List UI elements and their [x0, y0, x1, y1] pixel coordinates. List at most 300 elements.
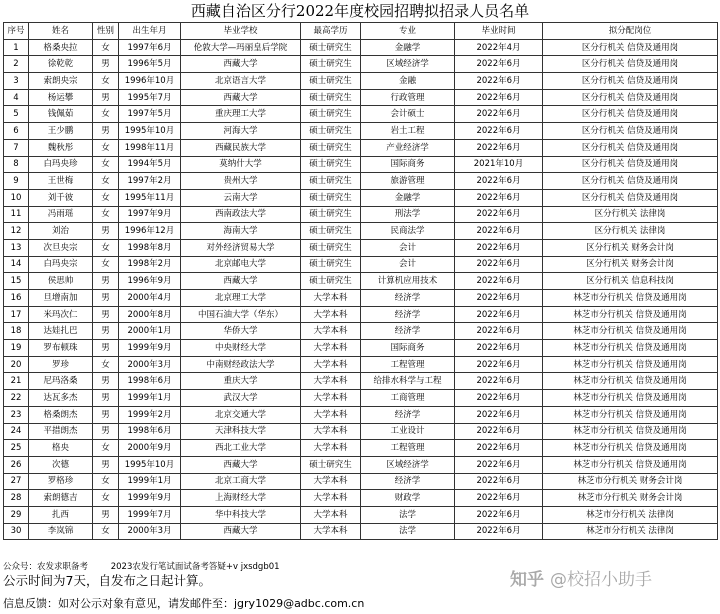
cell-graduation: 2022年6月	[455, 73, 543, 90]
cell-post: 区分行机关 信贷及通用岗	[543, 189, 718, 206]
cell-school: 云南大学	[181, 189, 301, 206]
cell-name: 王世梅	[29, 173, 93, 190]
watermark-handle: @校招小助手	[550, 570, 652, 590]
cell-school: 西南政法大学	[181, 206, 301, 223]
header-school: 毕业学校	[181, 23, 301, 40]
cell-degree: 硕士研究生	[301, 56, 361, 73]
cell-gender: 女	[93, 490, 119, 507]
cell-degree: 大学本科	[301, 390, 361, 407]
cell-name: 罗格珍	[29, 473, 93, 490]
header-birth: 出生年月	[119, 23, 181, 40]
cell-birth: 1998年6月	[119, 423, 181, 440]
cell-index: 14	[4, 256, 29, 273]
cell-post: 区分行机关 信息科技岗	[543, 273, 718, 290]
cell-graduation: 2022年6月	[455, 189, 543, 206]
table-row	[4, 306, 718, 323]
cell-index: 8	[4, 156, 29, 173]
cell-index: 15	[4, 273, 29, 290]
cell-degree: 硕士研究生	[301, 89, 361, 106]
cell-index: 3	[4, 73, 29, 90]
cell-gender: 女	[93, 139, 119, 156]
cell-post: 区分行机关 信贷及通用岗	[543, 89, 718, 106]
table-row	[4, 406, 718, 423]
group-note: 2023农发行笔试面试备考答疑+v jxsdgb01	[110, 562, 280, 572]
cell-graduation: 2022年6月	[455, 206, 543, 223]
header-post: 拟分配岗位	[543, 23, 718, 40]
cell-major: 金融学	[361, 39, 455, 56]
cell-degree: 大学本科	[301, 356, 361, 373]
cell-major: 国际商务	[361, 156, 455, 173]
cell-degree: 硕士研究生	[301, 73, 361, 90]
table-row	[4, 323, 718, 340]
cell-name: 徐乾乾	[29, 56, 93, 73]
table-row	[4, 206, 718, 223]
cell-post: 林芝市分行机关 财务会计岗	[543, 473, 718, 490]
cell-birth: 1998年8月	[119, 239, 181, 256]
cell-gender: 女	[93, 356, 119, 373]
promo-note	[3, 562, 563, 572]
cell-major: 法学	[361, 523, 455, 540]
header-graduation: 毕业时间	[455, 23, 543, 40]
cell-name: 尼玛洛桑	[29, 373, 93, 390]
cell-gender: 男	[93, 340, 119, 357]
cell-major: 区域经济学	[361, 456, 455, 473]
cell-degree: 硕士研究生	[301, 189, 361, 206]
cell-name: 次德	[29, 456, 93, 473]
cell-name: 刘治	[29, 223, 93, 240]
cell-birth: 1995年10月	[119, 123, 181, 140]
cell-graduation: 2022年6月	[455, 306, 543, 323]
cell-gender: 女	[93, 73, 119, 90]
cell-gender: 男	[93, 273, 119, 290]
cell-index: 26	[4, 456, 29, 473]
cell-post: 林芝市分行机关 信贷及通用岗	[543, 340, 718, 357]
cell-gender: 女	[93, 206, 119, 223]
cell-birth: 1999年9月	[119, 490, 181, 507]
cell-graduation: 2022年6月	[455, 423, 543, 440]
cell-post: 林芝市分行机关 信贷及通用岗	[543, 440, 718, 457]
table-row	[4, 139, 718, 156]
cell-post: 林芝市分行机关 信贷及通用岗	[543, 290, 718, 307]
cell-birth: 1999年1月	[119, 390, 181, 407]
cell-post: 区分行机关 信贷及通用岗	[543, 56, 718, 73]
cell-name: 白玛央珍	[29, 156, 93, 173]
cell-name: 索朗德吉	[29, 490, 93, 507]
cell-gender: 男	[93, 290, 119, 307]
cell-major: 给排水科学与工程	[361, 373, 455, 390]
cell-major: 计算机应用技术	[361, 273, 455, 290]
zhihu-logo: 知乎	[510, 570, 544, 590]
cell-major: 工业设计	[361, 423, 455, 440]
cell-birth: 2000年4月	[119, 290, 181, 307]
cell-graduation: 2022年6月	[455, 56, 543, 73]
cell-major: 国际商务	[361, 340, 455, 357]
cell-name: 罗珍	[29, 356, 93, 373]
cell-major: 民商法学	[361, 223, 455, 240]
table-row	[4, 56, 718, 73]
cell-name: 旦增南加	[29, 290, 93, 307]
cell-index: 9	[4, 173, 29, 190]
cell-degree: 大学本科	[301, 423, 361, 440]
cell-gender: 男	[93, 223, 119, 240]
cell-gender: 男	[93, 56, 119, 73]
cell-major: 旅游管理	[361, 173, 455, 190]
cell-school: 西北工业大学	[181, 440, 301, 457]
cell-birth: 1995年7月	[119, 89, 181, 106]
cell-name: 李岚锦	[29, 523, 93, 540]
cell-graduation: 2022年6月	[455, 223, 543, 240]
cell-major: 工商管理	[361, 390, 455, 407]
cell-post: 林芝市分行机关 法律岗	[543, 523, 718, 540]
cell-graduation: 2022年6月	[455, 239, 543, 256]
cell-gender: 男	[93, 506, 119, 523]
cell-post: 林芝市分行机关 信贷及通用岗	[543, 390, 718, 407]
cell-post: 林芝市分行机关 信贷及通用岗	[543, 373, 718, 390]
cell-index: 10	[4, 189, 29, 206]
watermark	[510, 568, 652, 592]
cell-school: 西藏大学	[181, 523, 301, 540]
cell-birth: 1997年5月	[119, 106, 181, 123]
cell-name: 魏秋彤	[29, 139, 93, 156]
cell-major: 刑法学	[361, 206, 455, 223]
cell-post: 区分行机关 信贷及通用岗	[543, 139, 718, 156]
cell-school: 天津科技大学	[181, 423, 301, 440]
cell-graduation: 2022年4月	[455, 39, 543, 56]
cell-index: 27	[4, 473, 29, 490]
cell-major: 经济学	[361, 306, 455, 323]
cell-gender: 女	[93, 39, 119, 56]
cell-index: 20	[4, 356, 29, 373]
cell-gender: 女	[93, 173, 119, 190]
cell-post: 林芝市分行机关 信贷及通用岗	[543, 406, 718, 423]
cell-name: 扎西	[29, 506, 93, 523]
cell-post: 林芝市分行机关 信贷及通用岗	[543, 356, 718, 373]
cell-name: 达瓦多杰	[29, 390, 93, 407]
cell-graduation: 2022年6月	[455, 106, 543, 123]
table-row	[4, 440, 718, 457]
table-row	[4, 173, 718, 190]
cell-name: 次旦央宗	[29, 239, 93, 256]
cell-major: 会计硕士	[361, 106, 455, 123]
header-name: 姓名	[29, 23, 93, 40]
cell-major: 会计	[361, 239, 455, 256]
cell-school: 北京工商大学	[181, 473, 301, 490]
cell-school: 中国石油大学（华东）	[181, 306, 301, 323]
table-row	[4, 456, 718, 473]
cell-major: 产业经济学	[361, 139, 455, 156]
cell-birth: 1999年1月	[119, 473, 181, 490]
cell-major: 工程管理	[361, 440, 455, 457]
cell-index: 28	[4, 490, 29, 507]
table-row	[4, 290, 718, 307]
cell-post: 区分行机关 信贷及通用岗	[543, 73, 718, 90]
cell-index: 4	[4, 89, 29, 106]
cell-school: 河海大学	[181, 123, 301, 140]
cell-index: 7	[4, 139, 29, 156]
cell-birth: 1996年10月	[119, 73, 181, 90]
cell-birth: 1999年2月	[119, 406, 181, 423]
cell-post: 区分行机关 信贷及通用岗	[543, 156, 718, 173]
cell-school: 中央财经大学	[181, 340, 301, 357]
cell-gender: 女	[93, 156, 119, 173]
cell-name: 格桑央拉	[29, 39, 93, 56]
cell-index: 1	[4, 39, 29, 56]
cell-major: 法学	[361, 506, 455, 523]
table-row	[4, 356, 718, 373]
cell-degree: 大学本科	[301, 373, 361, 390]
cell-post: 林芝市分行机关 财务会计岗	[543, 490, 718, 507]
cell-school: 重庆理工大学	[181, 106, 301, 123]
cell-birth: 1997年2月	[119, 173, 181, 190]
cell-post: 区分行机关 信贷及通用岗	[543, 106, 718, 123]
cell-name: 王少鹏	[29, 123, 93, 140]
cell-name: 侯思帅	[29, 273, 93, 290]
cell-index: 22	[4, 390, 29, 407]
cell-birth: 2000年1月	[119, 323, 181, 340]
cell-name: 杨运攀	[29, 89, 93, 106]
cell-index: 2	[4, 56, 29, 73]
cell-index: 18	[4, 323, 29, 340]
table-row	[4, 39, 718, 56]
cell-degree: 大学本科	[301, 323, 361, 340]
cell-degree: 硕士研究生	[301, 156, 361, 173]
cell-gender: 男	[93, 123, 119, 140]
cell-school: 上海财经大学	[181, 490, 301, 507]
cell-index: 6	[4, 123, 29, 140]
cell-school: 西藏民族大学	[181, 139, 301, 156]
cell-gender: 男	[93, 89, 119, 106]
cell-name: 格央	[29, 440, 93, 457]
cell-birth: 1997年6月	[119, 39, 181, 56]
cell-degree: 硕士研究生	[301, 39, 361, 56]
cell-index: 24	[4, 423, 29, 440]
cell-index: 19	[4, 340, 29, 357]
cell-graduation: 2022年6月	[455, 440, 543, 457]
cell-post: 区分行机关 法律岗	[543, 223, 718, 240]
cell-post: 区分行机关 信贷及通用岗	[543, 39, 718, 56]
cell-post: 区分行机关 财务会计岗	[543, 256, 718, 273]
recruitment-table	[3, 22, 718, 540]
cell-name: 索朗央宗	[29, 73, 93, 90]
cell-major: 财政学	[361, 490, 455, 507]
feedback-line: 信息反馈：如对公示对象有意见，请发邮件至：jgry1029@adbc.com.cn	[3, 597, 365, 610]
cell-birth: 1999年9月	[119, 340, 181, 357]
cell-degree: 硕士研究生	[301, 123, 361, 140]
cell-degree: 大学本科	[301, 490, 361, 507]
table-row	[4, 506, 718, 523]
cell-gender: 女	[93, 523, 119, 540]
cell-index: 25	[4, 440, 29, 457]
cell-school: 伦敦大学—玛丽皇后学院	[181, 39, 301, 56]
header-major: 专业	[361, 23, 455, 40]
table-row	[4, 490, 718, 507]
cell-name: 钱佩茹	[29, 106, 93, 123]
cell-graduation: 2022年6月	[455, 89, 543, 106]
cell-graduation: 2022年6月	[455, 490, 543, 507]
cell-school: 北京理工大学	[181, 290, 301, 307]
cell-major: 工程管理	[361, 356, 455, 373]
cell-degree: 硕士研究生	[301, 239, 361, 256]
cell-school: 西藏大学	[181, 273, 301, 290]
cell-degree: 大学本科	[301, 290, 361, 307]
cell-index: 11	[4, 206, 29, 223]
cell-school: 对外经济贸易大学	[181, 239, 301, 256]
cell-degree: 硕士研究生	[301, 273, 361, 290]
cell-post: 区分行机关 信贷及通用岗	[543, 173, 718, 190]
cell-degree: 大学本科	[301, 340, 361, 357]
cell-gender: 男	[93, 406, 119, 423]
cell-graduation: 2022年6月	[455, 323, 543, 340]
table-row	[4, 373, 718, 390]
table-row	[4, 340, 718, 357]
cell-graduation: 2022年6月	[455, 273, 543, 290]
cell-index: 23	[4, 406, 29, 423]
cell-birth: 1996年9月	[119, 273, 181, 290]
cell-birth: 1997年9月	[119, 206, 181, 223]
table-row	[4, 156, 718, 173]
table-row	[4, 189, 718, 206]
cell-post: 区分行机关 信贷及通用岗	[543, 123, 718, 140]
cell-major: 行政管理	[361, 89, 455, 106]
cell-birth: 1994年5月	[119, 156, 181, 173]
cell-birth: 1998年11月	[119, 139, 181, 156]
cell-degree: 硕士研究生	[301, 173, 361, 190]
cell-birth: 1998年6月	[119, 373, 181, 390]
cell-school: 莫纳什大学	[181, 156, 301, 173]
table-row	[4, 473, 718, 490]
cell-school: 西藏大学	[181, 456, 301, 473]
cell-index: 30	[4, 523, 29, 540]
cell-name: 格桑朗杰	[29, 406, 93, 423]
page-title: 西藏自治区分行2022年度校园招聘拟招录人员名单	[190, 2, 530, 20]
table-row	[4, 423, 718, 440]
cell-gender: 男	[93, 323, 119, 340]
public-account-note: 公众号：农发求职备考	[3, 562, 89, 572]
cell-name: 刘千彼	[29, 189, 93, 206]
cell-graduation: 2022年6月	[455, 356, 543, 373]
cell-birth: 2000年8月	[119, 306, 181, 323]
cell-school: 重庆大学	[181, 373, 301, 390]
cell-graduation: 2021年10月	[455, 156, 543, 173]
cell-gender: 男	[93, 306, 119, 323]
table-row	[4, 89, 718, 106]
cell-name: 冯雨瑶	[29, 206, 93, 223]
cell-major: 经济学	[361, 406, 455, 423]
table-row	[4, 256, 718, 273]
cell-gender: 男	[93, 390, 119, 407]
table-header-row	[4, 23, 718, 40]
cell-gender: 男	[93, 456, 119, 473]
cell-school: 北京邮电大学	[181, 256, 301, 273]
cell-school: 西藏大学	[181, 89, 301, 106]
cell-gender: 女	[93, 440, 119, 457]
header-gender: 性别	[93, 23, 119, 40]
cell-school: 北京语言大学	[181, 73, 301, 90]
header-index: 序号	[4, 23, 29, 40]
cell-birth: 1996年5月	[119, 56, 181, 73]
cell-degree: 大学本科	[301, 473, 361, 490]
publicity-period: 公示时间为7天，自发布之日起计算。	[3, 573, 211, 588]
cell-index: 29	[4, 506, 29, 523]
cell-major: 经济学	[361, 290, 455, 307]
table-row	[4, 223, 718, 240]
cell-index: 17	[4, 306, 29, 323]
cell-birth: 2000年9月	[119, 440, 181, 457]
cell-index: 16	[4, 290, 29, 307]
cell-name: 白玛央宗	[29, 256, 93, 273]
cell-post: 林芝市分行机关 法律岗	[543, 506, 718, 523]
cell-graduation: 2022年6月	[455, 290, 543, 307]
cell-major: 岩土工程	[361, 123, 455, 140]
cell-graduation: 2022年6月	[455, 523, 543, 540]
cell-major: 经济学	[361, 323, 455, 340]
cell-birth: 1998年2月	[119, 256, 181, 273]
table-row	[4, 273, 718, 290]
table-row	[4, 106, 718, 123]
cell-degree: 大学本科	[301, 306, 361, 323]
cell-post: 林芝市分行机关 信贷及通用岗	[543, 323, 718, 340]
cell-graduation: 2022年6月	[455, 456, 543, 473]
cell-birth: 2000年3月	[119, 523, 181, 540]
table-body	[4, 39, 718, 540]
cell-degree: 大学本科	[301, 523, 361, 540]
cell-graduation: 2022年6月	[455, 123, 543, 140]
cell-index: 13	[4, 239, 29, 256]
cell-school: 北京交通大学	[181, 406, 301, 423]
cell-post: 林芝市分行机关 信贷及通用岗	[543, 306, 718, 323]
table-row	[4, 123, 718, 140]
cell-birth: 2000年3月	[119, 356, 181, 373]
cell-school: 中南财经政法大学	[181, 356, 301, 373]
cell-major: 经济学	[361, 473, 455, 490]
cell-gender: 男	[93, 373, 119, 390]
cell-gender: 女	[93, 256, 119, 273]
cell-post: 林芝市分行机关 信贷及通用岗	[543, 456, 718, 473]
table-row	[4, 523, 718, 540]
cell-graduation: 2022年6月	[455, 473, 543, 490]
cell-gender: 女	[93, 106, 119, 123]
cell-school: 华侨大学	[181, 323, 301, 340]
cell-birth: 1995年10月	[119, 456, 181, 473]
cell-degree: 硕士研究生	[301, 256, 361, 273]
cell-major: 金融	[361, 73, 455, 90]
cell-school: 海南大学	[181, 223, 301, 240]
cell-name: 达娃扎巴	[29, 323, 93, 340]
cell-name: 平措朗杰	[29, 423, 93, 440]
cell-major: 金融学	[361, 189, 455, 206]
cell-birth: 1999年7月	[119, 506, 181, 523]
cell-birth: 1996年12月	[119, 223, 181, 240]
table-row	[4, 239, 718, 256]
cell-gender: 女	[93, 189, 119, 206]
cell-degree: 硕士研究生	[301, 106, 361, 123]
cell-degree: 硕士研究生	[301, 456, 361, 473]
cell-name: 罗布顿珠	[29, 340, 93, 357]
cell-post: 林芝市分行机关 信贷及通用岗	[543, 423, 718, 440]
cell-birth: 1995年11月	[119, 189, 181, 206]
cell-post: 区分行机关 法律岗	[543, 206, 718, 223]
cell-major: 区域经济学	[361, 56, 455, 73]
cell-index: 5	[4, 106, 29, 123]
cell-degree: 大学本科	[301, 406, 361, 423]
cell-degree: 硕士研究生	[301, 223, 361, 240]
table-row	[4, 390, 718, 407]
cell-graduation: 2022年6月	[455, 406, 543, 423]
cell-index: 21	[4, 373, 29, 390]
cell-degree: 硕士研究生	[301, 139, 361, 156]
cell-graduation: 2022年6月	[455, 390, 543, 407]
header-degree: 最高学历	[301, 23, 361, 40]
